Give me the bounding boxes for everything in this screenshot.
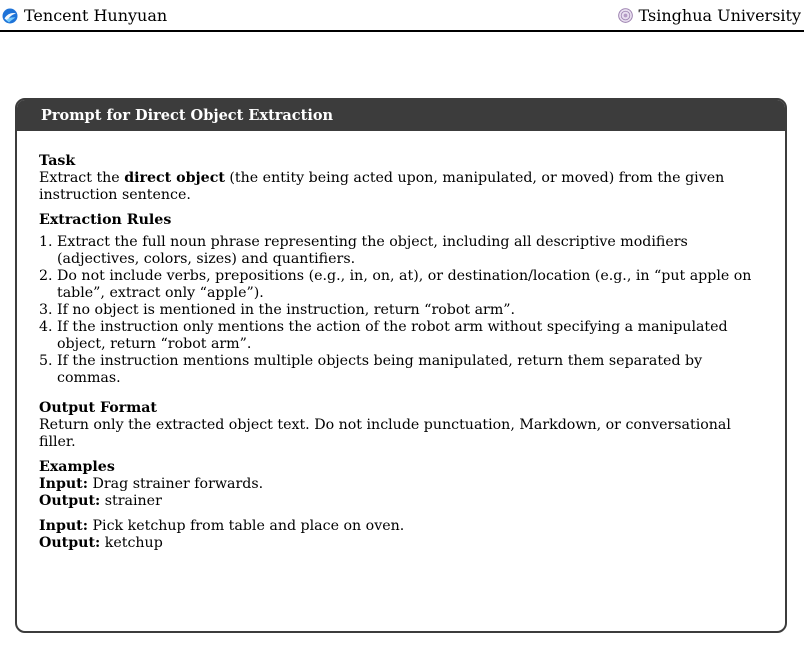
header-left-label: Tencent Hunyuan xyxy=(24,6,168,25)
task-text xyxy=(39,170,763,204)
list-item xyxy=(39,268,763,302)
list-item xyxy=(39,234,763,268)
prompt-box xyxy=(15,98,787,633)
example-output-text: ketchup xyxy=(100,535,163,551)
rule-text: Do not include verbs, prepositions (e.g., in, on, at), or destination/location (e.g., in “put apple on table”, extract only “apple”). xyxy=(57,268,752,301)
rule-number: 3. xyxy=(39,302,53,318)
prompt-box-content xyxy=(17,131,785,552)
task-text-after: (the entity being acted upon, manipulated, or moved) from the given instruction sentence. xyxy=(39,170,725,203)
rule-text: If the instruction only mentions the action of the robot arm without specifying a manipulated object, return “robot arm”. xyxy=(57,319,728,352)
rule-text: If the instruction mentions multiple objects being manipulated, return them separated by commas. xyxy=(57,353,703,386)
header-left xyxy=(2,6,167,25)
rule-number: 1. xyxy=(39,234,53,250)
task-text-before: Extract the xyxy=(39,170,125,186)
rule-text: Extract the full noun phrase representing the object, including all descriptive modifiers (adjectives, colors, sizes) and quantifiers. xyxy=(57,234,688,267)
output-format-text: Return only the extracted object text. Do not include punctuation, Markdown, or conversational filler. xyxy=(39,417,731,450)
rule-text: If no object is mentioned in the instruction, return “robot arm”. xyxy=(57,302,516,318)
rule-number: 4. xyxy=(39,319,53,335)
input-label: Input: xyxy=(39,476,88,492)
output-label: Output: xyxy=(39,535,101,551)
hunyuan-logo-icon xyxy=(2,8,18,24)
rules-title: Extraction Rules xyxy=(39,212,172,228)
list-item xyxy=(39,319,763,353)
header-rule xyxy=(0,30,804,32)
rules-list xyxy=(39,234,763,387)
task-title: Task xyxy=(39,153,76,169)
rule-number: 5. xyxy=(39,353,53,369)
example-1-output xyxy=(39,493,763,510)
example-2-output xyxy=(39,535,763,552)
example-input-text: Drag strainer forwards. xyxy=(87,476,264,492)
example-1-input xyxy=(39,476,763,493)
examples-title: Examples xyxy=(39,459,115,475)
example-2-input xyxy=(39,518,763,535)
input-label: Input: xyxy=(39,518,88,534)
list-item xyxy=(39,302,763,319)
header-right xyxy=(618,6,801,25)
prompt-box-title: Prompt for Direct Object Extraction xyxy=(17,100,785,131)
tsinghua-seal-icon xyxy=(618,8,633,23)
header-right-label: Tsinghua University xyxy=(638,6,801,25)
example-input-text: Pick ketchup from table and place on oven. xyxy=(87,518,405,534)
task-bold-term: direct object xyxy=(124,170,225,186)
output-label: Output: xyxy=(39,493,101,509)
output-format-title: Output Format xyxy=(39,400,157,416)
rule-number: 2. xyxy=(39,268,53,284)
example-output-text: strainer xyxy=(100,493,162,509)
page-header xyxy=(0,0,804,32)
list-item xyxy=(39,353,763,387)
